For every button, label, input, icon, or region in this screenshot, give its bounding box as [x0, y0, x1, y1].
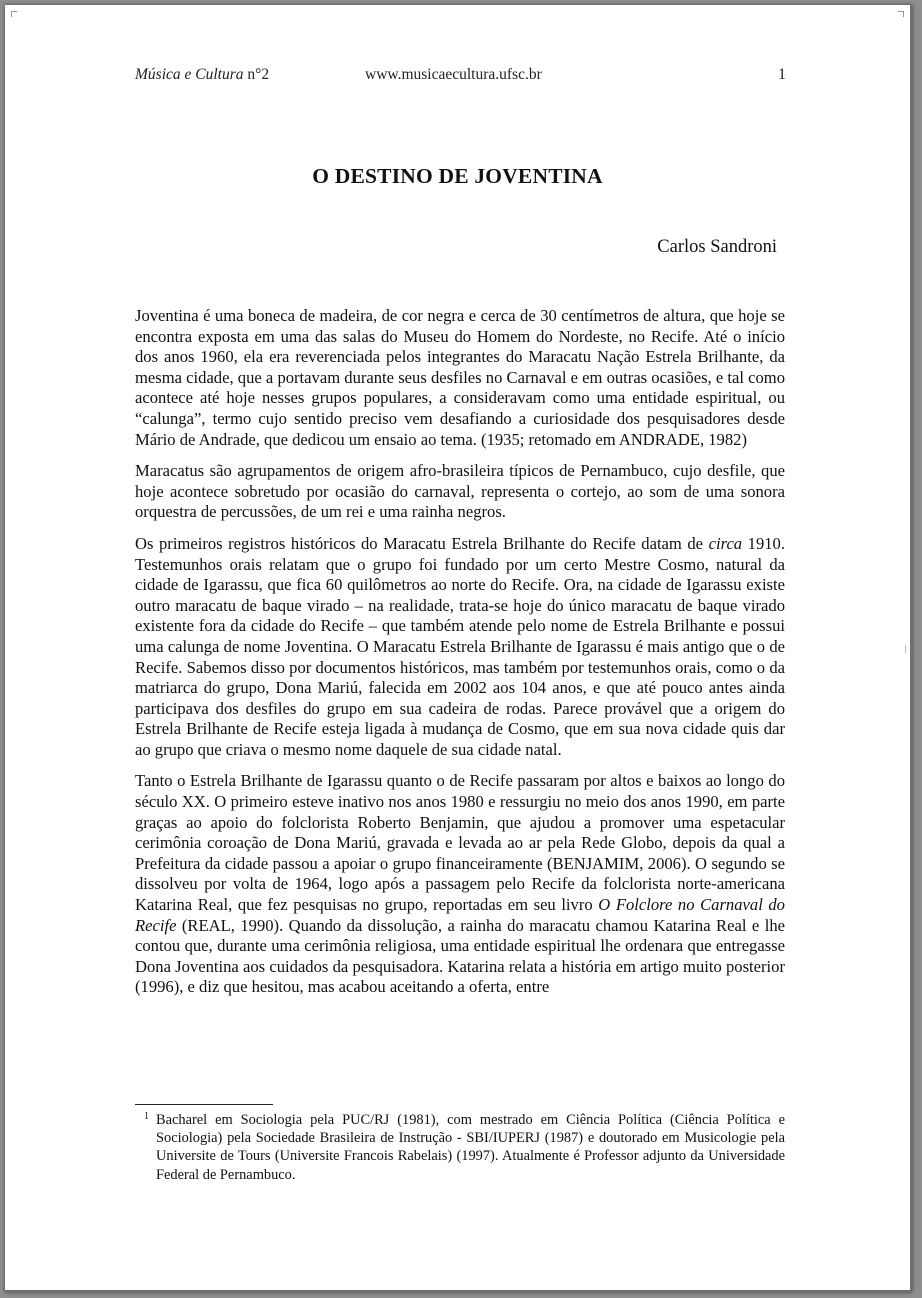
paragraph-text: Tanto o Estrela Brilhante de Igarassu quanto o de Recife passaram por altos e baixos ao longo do século XX. O primeiro esteve inativo nos anos 1980 e ressurgiu no meio dos anos 1990, em parte graças ao apoio do folclorista Roberto Benjamin, que ajudou a promover uma espetacular cerimônia coroação de Dona Mariú, gravada e levada ao ar pela Rede Globo, depois da qual a Prefeitura da cidade passou a apoiar o grupo financeiramente (BENJAMIM, 2006). O segundo se dissolveu por volta de 1964, logo após a passagem pelo Recife da folclorista norte-americana Katarina Real, que fez pesquisas no grupo, reportadas em seu livro	[135, 771, 785, 915]
paragraph	[135, 771, 785, 998]
italic-term: circa	[708, 533, 743, 553]
crop-mark	[901, 645, 906, 653]
paragraph: Joventina é uma boneca de madeira, de cor negra e cerca de 30 centímetros de altura, que hoje se encontra exposta em uma das salas do Museu do Homem do Nordeste, no Recife. Até o início dos anos 1960, ela era reverenciada pelos integrantes do Maracatu Nação Estrela Brilhante, da mesma cidade, que a portavam durante seus desfiles no Carnaval e em outras ocasiões, e tal como acontece até hoje nesses grupos populares, a consideravam como uma entidade espiritual, ou “calunga”, termo cujo sentido preciso vem desafiando a curiosidade dos pesquisadores desde Mário de Andrade, que dedicou um ensaio ao tema. (1935; retomado em ANDRADE, 1982)	[135, 306, 785, 449]
journal-name: Música e Cultura	[135, 66, 244, 83]
paragraph-text: 1910. Testemunhos orais relatam que o grupo foi fundado por um certo Mestre Cosmo, natural da cidade de Igarassu, que fica 60 quilômetros ao norte do Recife. Ora, na cidade de Igarassu existe outro maracatu de baque virado – na realidade, trata-se hoje do único maracatu de baque virado existente fora da cidade do Recife – que também atende pelo nome de Estrela Brilhante e possui uma calunga de nome Joventina. O Maracatu Estrela Brilhante de Igarassu é mais antigo que o de Recife. Sabemos disso por documentos históricos, mas também por testemunhos orais, como o da matriarca do grupo, Dona Mariú, falecida em 2002 aos 104 anos, e que até pouco antes ainda participava dos desfiles do grupo em sua cadeira de rodas. Parece provável que a origem do Estrela Brilhante de Recife esteja ligada à mudança de Cosmo, que em sua nova cidade quis dar ao grupo que criava o mesmo nome daquele de sua cidade natal.	[135, 533, 786, 759]
footnote-text: Bacharel em Sociologia pela PUC/RJ (1981), com mestrado em Ciência Política (Ciência Política e Sociologia) pela Sociedade Brasileira de Instrução - SBI/IUPERJ (1987) e doutorado em Musicologie pela Universite de Tours (Universite Francois Rabelais) (1997). Atualmente é Professor adjunto da Universidade Federal de Pernambuco.	[156, 1112, 785, 1183]
book-title: O Folclore no Carnaval do Recife	[135, 895, 785, 935]
paragraph-text: (REAL, 1990). Quando da dissolução, a rainha do maracatu chamou Katarina Real e lhe contou que, durante uma cerimônia religiosa, uma entidade espiritual lhe ordenara que entregasse Dona Joventina aos cuidados da pesquisadora. Katarina relata a história em artigo muito posterior (1996), e diz que hesitou, mas acabou aceitando a oferta, entre	[135, 915, 785, 997]
page-number: 1	[778, 66, 786, 83]
footnote-marker: 1	[144, 1111, 149, 1122]
article-title: O DESTINO DE JOVENTINA	[312, 164, 603, 188]
paragraph	[135, 534, 785, 761]
footnote	[135, 1111, 785, 1184]
footnote-divider	[135, 1104, 273, 1105]
journal-issue: n°2	[247, 66, 270, 83]
running-header-journal	[135, 66, 269, 84]
crop-mark	[11, 11, 17, 17]
paragraph-text: Os primeiros registros históricos do Maracatu Estrela Brilhante do Recife datam de	[135, 533, 709, 553]
article-body	[135, 306, 785, 1009]
crop-mark	[898, 11, 904, 17]
document-page	[5, 5, 912, 1292]
author-name: Carlos Sandroni	[657, 237, 777, 257]
running-header-url: www.musicaecultura.ufsc.br	[365, 66, 542, 83]
paragraph: Maracatus são agrupamentos de origem afro-brasileira típicos de Pernambuco, cujo desfile, que hoje acontece sobretudo por ocasião do carnaval, representa o cortejo, ao som de uma sonora orquestra de percussões, de um rei e uma rainha negros.	[135, 461, 785, 522]
